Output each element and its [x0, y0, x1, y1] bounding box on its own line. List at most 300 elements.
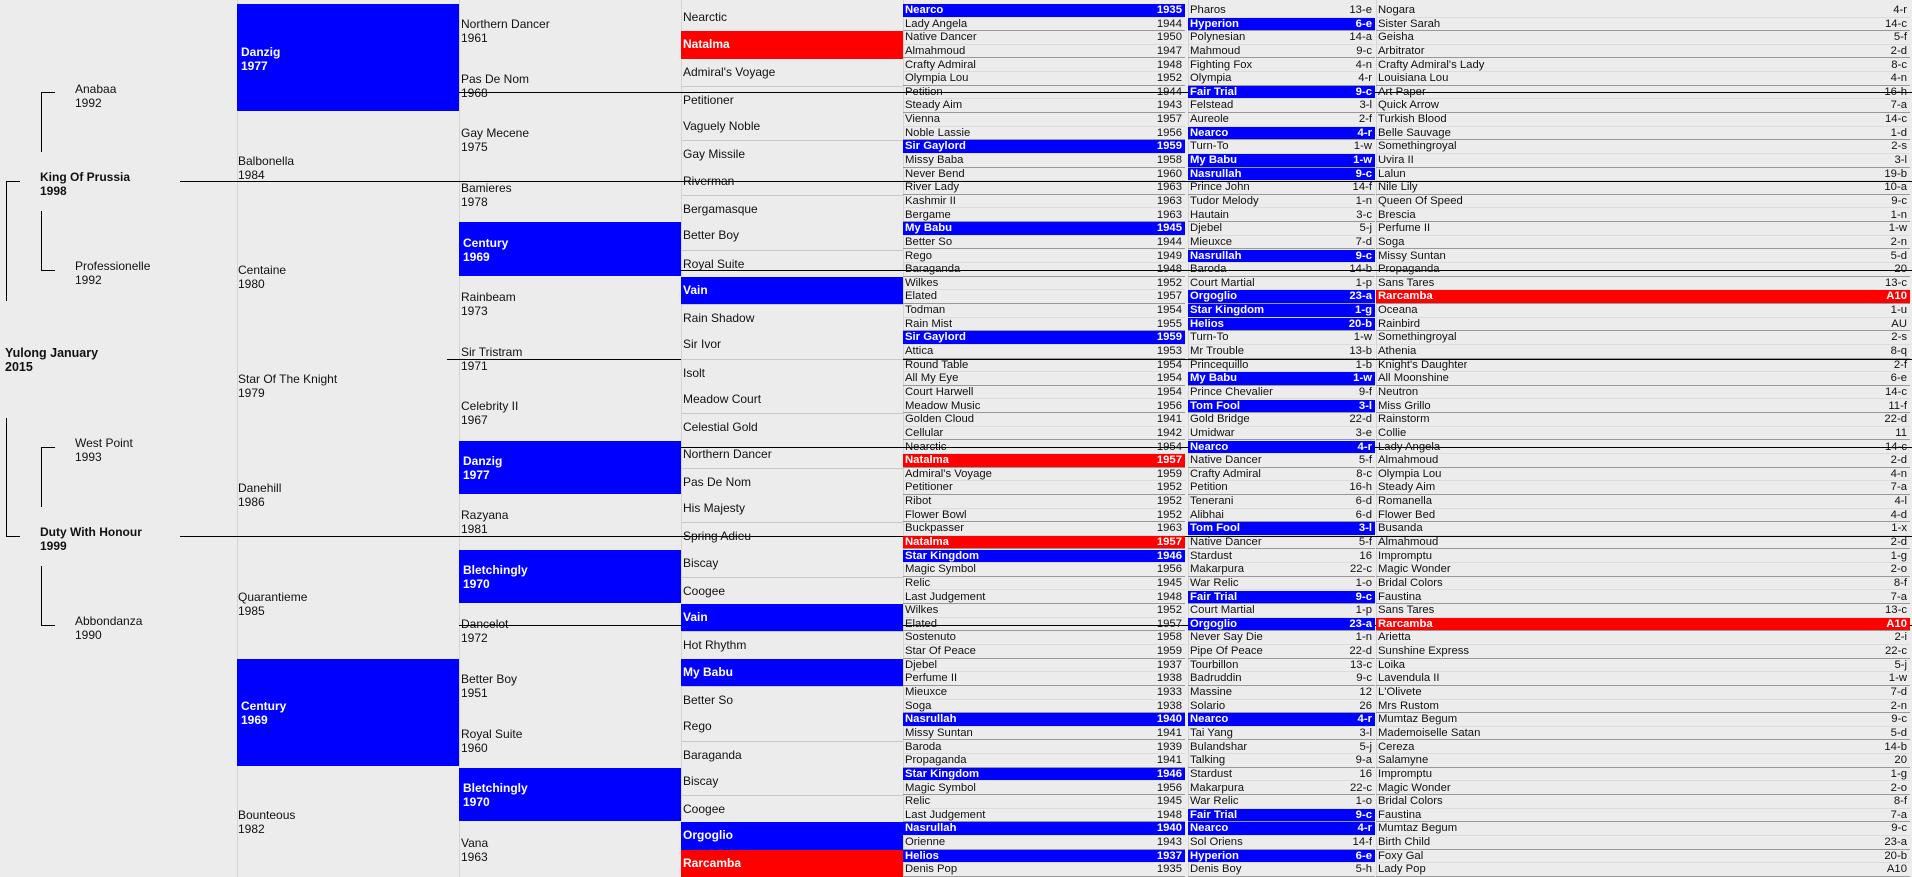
horse-name: Alibhai	[1190, 508, 1224, 521]
horse-year: 1978	[461, 194, 488, 209]
gen6-horse[interactable]	[903, 509, 1185, 523]
horse-value: A10	[1886, 290, 1907, 303]
gen8-horse[interactable]	[1376, 127, 1910, 141]
gen8-horse[interactable]	[1376, 795, 1910, 809]
highlighted-horse[interactable]	[459, 768, 681, 822]
horse-value: 23-a	[1349, 290, 1372, 303]
gen6-horse[interactable]	[903, 154, 1185, 168]
horse-name: Rain Mist	[905, 317, 953, 330]
great-grandparent-horse[interactable]	[238, 590, 307, 618]
gen7-horse[interactable]	[1188, 686, 1375, 700]
horse-name: Yulong January	[5, 346, 99, 360]
gen7-horse[interactable]	[1188, 618, 1375, 632]
gen4-horse[interactable]	[461, 672, 517, 700]
gen8-horse[interactable]	[1376, 318, 1910, 332]
gen6-horse[interactable]	[903, 713, 1185, 727]
gen8-horse[interactable]	[1376, 563, 1910, 577]
gen5-horse[interactable]	[681, 686, 903, 713]
gen6-horse[interactable]	[903, 304, 1185, 318]
gen8-horse[interactable]	[1376, 550, 1910, 564]
gen7-horse[interactable]	[1188, 454, 1375, 468]
gen6-horse[interactable]	[903, 822, 1185, 836]
gen7-horse[interactable]	[1188, 372, 1375, 386]
gen7-horse[interactable]	[1188, 427, 1375, 441]
great-grandparent-horse[interactable]	[238, 263, 286, 291]
gen5-horse[interactable]	[681, 522, 903, 549]
gen6-horse[interactable]	[903, 277, 1185, 291]
gen8-horse[interactable]	[1376, 591, 1910, 605]
gen7-horse[interactable]	[1188, 659, 1375, 673]
gen7-horse[interactable]	[1188, 222, 1375, 236]
gen7-horse[interactable]	[1188, 795, 1375, 809]
horse-name: Gay Mecene	[461, 126, 530, 141]
gen5-horse[interactable]	[681, 713, 903, 740]
grandparent-horse[interactable]	[75, 614, 142, 642]
horse-name: Tenerani	[1190, 495, 1234, 508]
gen6-horse[interactable]	[903, 795, 1185, 809]
gen6-horse[interactable]	[903, 45, 1185, 59]
gen5-horse[interactable]	[681, 768, 903, 795]
horse-name: Meadow Music	[905, 399, 981, 412]
gen8-horse[interactable]	[1376, 168, 1910, 182]
gen7-horse[interactable]	[1188, 522, 1375, 536]
gen7-horse[interactable]	[1188, 290, 1375, 304]
gen8-horse[interactable]	[1376, 618, 1910, 632]
gen8-horse[interactable]	[1376, 181, 1910, 195]
gen8-horse[interactable]	[1376, 99, 1910, 113]
gen7-horse[interactable]	[1188, 741, 1375, 755]
gen8-horse[interactable]	[1376, 468, 1910, 482]
gen8-horse[interactable]	[1376, 18, 1910, 32]
gen7-horse[interactable]	[1188, 413, 1375, 427]
gen8-horse[interactable]	[1376, 72, 1910, 86]
gen7-horse[interactable]	[1188, 195, 1375, 209]
gen4-horse[interactable]	[461, 17, 550, 45]
gen7-horse[interactable]	[1188, 31, 1375, 45]
gen6-horse[interactable]	[903, 441, 1185, 455]
gen6-horse[interactable]	[903, 318, 1185, 332]
gen6-horse[interactable]	[903, 386, 1185, 400]
gen7-horse[interactable]	[1188, 836, 1375, 850]
great-grandparent-horse[interactable]	[238, 481, 281, 509]
horse-name: Rarcamba	[1378, 617, 1433, 630]
gen7-horse[interactable]	[1188, 754, 1375, 768]
gen6-horse[interactable]	[903, 113, 1185, 127]
horse-name: Star Kingdom	[905, 549, 980, 562]
gen8-horse[interactable]	[1376, 686, 1910, 700]
gen7-horse[interactable]	[1188, 99, 1375, 113]
horse-value: 1963	[1156, 522, 1182, 535]
gen4-horse[interactable]	[461, 836, 488, 864]
gen8-horse[interactable]	[1376, 754, 1910, 768]
gen8-horse[interactable]	[1376, 413, 1910, 427]
horse-value: 12	[1359, 686, 1372, 699]
gen6-horse[interactable]	[903, 700, 1185, 714]
horse-value: 1-w	[1353, 372, 1372, 385]
gen6-horse[interactable]	[903, 645, 1185, 659]
gen7-horse[interactable]	[1188, 72, 1375, 86]
gen7-horse[interactable]	[1188, 509, 1375, 523]
gen7-horse[interactable]	[1188, 345, 1375, 359]
gen8-horse[interactable]	[1376, 277, 1910, 291]
gen6-horse[interactable]	[903, 863, 1185, 877]
gen5-horse[interactable]	[681, 386, 903, 413]
gen7-horse[interactable]	[1188, 782, 1375, 796]
horse-name: Djebel	[1190, 222, 1223, 235]
horse-value: 22-d	[1349, 645, 1372, 658]
grandparent-horse[interactable]	[75, 82, 116, 110]
gen7-horse[interactable]	[1188, 768, 1375, 782]
gen6-horse[interactable]	[903, 290, 1185, 304]
gen7-horse[interactable]	[1188, 168, 1375, 182]
gen6-horse[interactable]	[903, 468, 1185, 482]
gen7-horse[interactable]	[1188, 400, 1375, 414]
gen8-horse[interactable]	[1376, 577, 1910, 591]
gen7-horse[interactable]	[1188, 631, 1375, 645]
gen6-horse[interactable]	[903, 250, 1185, 264]
gen8-horse[interactable]	[1376, 822, 1910, 836]
gen8-horse[interactable]	[1376, 495, 1910, 509]
gen5-horse[interactable]	[681, 741, 903, 768]
gen5-horse[interactable]	[681, 604, 903, 631]
gen7-horse[interactable]	[1188, 850, 1375, 864]
gen6-horse[interactable]	[903, 672, 1185, 686]
horse-name: Athenia	[1378, 345, 1417, 358]
gen6-horse[interactable]	[903, 59, 1185, 73]
gen7-horse[interactable]	[1188, 550, 1375, 564]
gen5-horse[interactable]	[681, 113, 903, 140]
gen8-horse[interactable]	[1376, 427, 1910, 441]
gen8-horse[interactable]	[1376, 31, 1910, 45]
gen7-horse[interactable]	[1188, 700, 1375, 714]
gen6-horse[interactable]	[903, 99, 1185, 113]
gen8-horse[interactable]	[1376, 631, 1910, 645]
gen6-horse[interactable]	[903, 850, 1185, 864]
gen6-horse[interactable]	[903, 31, 1185, 45]
gen8-horse[interactable]	[1376, 659, 1910, 673]
horse-name: His Majesty	[683, 501, 746, 516]
gen4-horse[interactable]	[461, 126, 529, 154]
horse-value: 1-g	[1890, 549, 1907, 562]
gen7-horse[interactable]	[1188, 645, 1375, 659]
gen6-horse[interactable]	[903, 768, 1185, 782]
horse-name: Romanella	[1378, 495, 1433, 508]
gen7-horse[interactable]	[1188, 181, 1375, 195]
gen6-horse[interactable]	[903, 372, 1185, 386]
horse-name: Cereza	[1378, 740, 1415, 753]
horse-name: Bridal Colors	[1378, 795, 1443, 808]
gen7-horse[interactable]	[1188, 604, 1375, 618]
gen7-horse[interactable]	[1188, 331, 1375, 345]
gen7-horse[interactable]	[1188, 563, 1375, 577]
horse-value: 8-f	[1893, 576, 1907, 589]
gen7-horse[interactable]	[1188, 4, 1375, 18]
gen8-horse[interactable]	[1376, 700, 1910, 714]
gen7-horse[interactable]	[1188, 59, 1375, 73]
gen7-horse[interactable]	[1188, 441, 1375, 455]
gen4-horse[interactable]	[461, 345, 522, 373]
gen5-horse[interactable]	[681, 631, 903, 658]
gen6-horse[interactable]	[903, 836, 1185, 850]
gen8-horse[interactable]	[1376, 154, 1910, 168]
gen8-horse[interactable]	[1376, 863, 1910, 877]
gen5-horse[interactable]	[681, 550, 903, 577]
gen8-horse[interactable]	[1376, 304, 1910, 318]
gen6-horse[interactable]	[903, 18, 1185, 32]
gen6-horse[interactable]	[903, 345, 1185, 359]
gen6-horse[interactable]	[903, 741, 1185, 755]
gen6-horse[interactable]	[903, 72, 1185, 86]
gen8-horse[interactable]	[1376, 645, 1910, 659]
horse-name: Hot Rhythm	[683, 638, 747, 653]
gen6-horse[interactable]	[903, 563, 1185, 577]
gen6-horse[interactable]	[903, 631, 1185, 645]
gen6-horse[interactable]	[903, 195, 1185, 209]
horse-name: Faustina	[1378, 590, 1422, 603]
gen6-horse[interactable]	[903, 754, 1185, 768]
gen5-horse[interactable]	[681, 4, 903, 31]
gen5-horse[interactable]	[681, 31, 903, 58]
highlighted-horse[interactable]	[459, 550, 681, 604]
gen8-horse[interactable]	[1376, 768, 1910, 782]
gen8-horse[interactable]	[1376, 113, 1910, 127]
horse-name: Gold Bridge	[1190, 413, 1250, 426]
gen7-horse[interactable]	[1188, 468, 1375, 482]
gen7-horse[interactable]	[1188, 140, 1375, 154]
gen8-horse[interactable]	[1376, 809, 1910, 823]
horse-name: Baroda	[905, 740, 942, 753]
gen4-horse[interactable]	[461, 290, 516, 318]
gen8-horse[interactable]	[1376, 522, 1910, 536]
gen4-horse[interactable]	[461, 727, 522, 755]
gen8-horse[interactable]	[1376, 386, 1910, 400]
horse-name: Almahmoud	[905, 44, 966, 57]
gen5-horse[interactable]	[681, 495, 903, 522]
gen7-horse[interactable]	[1188, 577, 1375, 591]
great-grandparent-horse[interactable]	[238, 372, 337, 400]
gen6-horse[interactable]	[903, 659, 1185, 673]
gen5-horse[interactable]	[681, 822, 903, 849]
gen8-horse[interactable]	[1376, 741, 1910, 755]
gen5-horse[interactable]	[681, 59, 903, 86]
highlighted-horse[interactable]	[237, 659, 459, 766]
great-grandparent-horse[interactable]	[238, 154, 294, 182]
gen8-horse[interactable]	[1376, 236, 1910, 250]
gen8-horse[interactable]	[1376, 782, 1910, 796]
gen5-horse[interactable]	[681, 795, 903, 822]
gen7-horse[interactable]	[1188, 809, 1375, 823]
horse-name: Uvira II	[1378, 154, 1414, 167]
gen6-horse[interactable]	[903, 577, 1185, 591]
gen8-horse[interactable]	[1376, 290, 1910, 304]
gen6-horse[interactable]	[903, 591, 1185, 605]
gen6-horse[interactable]	[903, 331, 1185, 345]
grandparent-horse[interactable]	[75, 436, 133, 464]
horse-name: Wilkes	[905, 604, 939, 617]
horse-name: Fair Trial	[1190, 808, 1238, 821]
gen6-horse[interactable]	[903, 168, 1185, 182]
highlighted-horse[interactable]	[237, 4, 459, 111]
gen4-horse[interactable]	[461, 72, 529, 100]
gen5-horse[interactable]	[681, 468, 903, 495]
gen8-horse[interactable]	[1376, 250, 1910, 264]
horse-name: My Babu	[1190, 154, 1238, 167]
gen6-horse[interactable]	[903, 604, 1185, 618]
horse-value: 13-c	[1885, 604, 1907, 617]
grandparent-horse[interactable]	[75, 259, 150, 287]
horse-name: Gay Missile	[683, 147, 746, 162]
gen7-horse[interactable]	[1188, 863, 1375, 877]
gen8-horse[interactable]	[1376, 359, 1910, 373]
gen5-horse[interactable]	[681, 441, 903, 468]
gen6-horse[interactable]	[903, 209, 1185, 223]
gen7-horse[interactable]	[1188, 263, 1375, 277]
gen6-horse[interactable]	[903, 522, 1185, 536]
gen8-horse[interactable]	[1376, 400, 1910, 414]
gen6-horse[interactable]	[903, 236, 1185, 250]
horse-value: 9-c	[1355, 249, 1372, 262]
gen5-horse[interactable]	[681, 577, 903, 604]
horse-name: Almahmoud	[1378, 454, 1439, 467]
gen7-horse[interactable]	[1188, 386, 1375, 400]
gen8-horse[interactable]	[1376, 4, 1910, 18]
gen5-horse[interactable]	[681, 250, 903, 277]
gen4-horse[interactable]	[461, 399, 518, 427]
gen5-horse[interactable]	[681, 140, 903, 167]
gen7-horse[interactable]	[1188, 18, 1375, 32]
gen8-horse[interactable]	[1376, 536, 1910, 550]
gen7-horse[interactable]	[1188, 672, 1375, 686]
gen4-horse[interactable]	[461, 617, 508, 645]
gen5-horse[interactable]	[681, 331, 903, 358]
gen6-horse[interactable]	[903, 86, 1185, 100]
gen6-horse[interactable]	[903, 427, 1185, 441]
gen8-horse[interactable]	[1376, 713, 1910, 727]
gen7-horse[interactable]	[1188, 318, 1375, 332]
gen7-horse[interactable]	[1188, 359, 1375, 373]
gen8-horse[interactable]	[1376, 672, 1910, 686]
gen7-horse[interactable]	[1188, 481, 1375, 495]
gen6-horse[interactable]	[903, 550, 1185, 564]
horse-name: Loika	[1378, 658, 1406, 671]
gen8-horse[interactable]	[1376, 441, 1910, 455]
gen6-horse[interactable]	[903, 263, 1185, 277]
gen6-horse[interactable]	[903, 809, 1185, 823]
gen7-horse[interactable]	[1188, 45, 1375, 59]
gen5-horse[interactable]	[681, 86, 903, 113]
gen6-horse[interactable]	[903, 454, 1185, 468]
gen7-horse[interactable]	[1188, 727, 1375, 741]
gen6-horse[interactable]	[903, 413, 1185, 427]
gen8-horse[interactable]	[1376, 454, 1910, 468]
gen6-horse[interactable]	[903, 400, 1185, 414]
highlighted-horse[interactable]	[459, 222, 681, 276]
gen8-horse[interactable]	[1376, 59, 1910, 73]
subject-horse[interactable]	[5, 346, 98, 374]
gen6-horse[interactable]	[903, 222, 1185, 236]
parent-horse[interactable]	[40, 170, 130, 198]
gen5-horse[interactable]	[681, 659, 903, 686]
gen6-horse[interactable]	[903, 618, 1185, 632]
gen8-horse[interactable]	[1376, 345, 1910, 359]
gen4-horse[interactable]	[461, 508, 508, 536]
gen8-horse[interactable]	[1376, 263, 1910, 277]
gen7-horse[interactable]	[1188, 591, 1375, 605]
gen6-horse[interactable]	[903, 181, 1185, 195]
gen7-horse[interactable]	[1188, 236, 1375, 250]
highlighted-horse[interactable]	[459, 441, 681, 495]
gen6-horse[interactable]	[903, 686, 1185, 700]
gen8-horse[interactable]	[1376, 222, 1910, 236]
gen8-horse[interactable]	[1376, 836, 1910, 850]
horse-value: 9-c	[1356, 44, 1372, 57]
gen7-horse[interactable]	[1188, 127, 1375, 141]
gen5-horse[interactable]	[681, 195, 903, 222]
gen8-horse[interactable]	[1376, 509, 1910, 523]
gen8-horse[interactable]	[1376, 727, 1910, 741]
gen7-horse[interactable]	[1188, 277, 1375, 291]
gen6-horse[interactable]	[903, 359, 1185, 373]
gen6-horse[interactable]	[903, 536, 1185, 550]
gen8-horse[interactable]	[1376, 209, 1910, 223]
gen8-horse[interactable]	[1376, 372, 1910, 386]
gen8-horse[interactable]	[1376, 850, 1910, 864]
gen4-horse[interactable]	[461, 181, 512, 209]
gen6-horse[interactable]	[903, 727, 1185, 741]
gen8-horse[interactable]	[1376, 45, 1910, 59]
gen6-horse[interactable]	[903, 4, 1185, 18]
gen5-horse[interactable]	[681, 359, 903, 386]
horse-name: Rego	[905, 249, 933, 262]
great-grandparent-horse[interactable]	[238, 808, 295, 836]
gen8-horse[interactable]	[1376, 86, 1910, 100]
gen7-horse[interactable]	[1188, 713, 1375, 727]
horse-year: 1986	[238, 495, 265, 510]
gen7-horse[interactable]	[1188, 154, 1375, 168]
gen8-horse[interactable]	[1376, 604, 1910, 618]
gen7-horse[interactable]	[1188, 536, 1375, 550]
gen7-horse[interactable]	[1188, 113, 1375, 127]
gen8-horse[interactable]	[1376, 140, 1910, 154]
gen5-horse[interactable]	[681, 304, 903, 331]
gen5-horse[interactable]	[681, 413, 903, 440]
gen7-horse[interactable]	[1188, 304, 1375, 318]
gen5-horse[interactable]	[681, 168, 903, 195]
parent-horse[interactable]	[40, 525, 142, 553]
gen5-horse[interactable]	[681, 222, 903, 249]
gen6-horse[interactable]	[903, 495, 1185, 509]
horse-value: 1944	[1156, 85, 1182, 98]
gen8-horse[interactable]	[1376, 481, 1910, 495]
gen8-horse[interactable]	[1376, 195, 1910, 209]
gen6-horse[interactable]	[903, 481, 1185, 495]
gen5-horse[interactable]	[681, 277, 903, 304]
gen6-horse[interactable]	[903, 127, 1185, 141]
gen7-horse[interactable]	[1188, 86, 1375, 100]
horse-name: Neutron	[1378, 385, 1419, 398]
horse-name: Polynesian	[1190, 31, 1246, 44]
gen6-horse[interactable]	[903, 140, 1185, 154]
gen7-horse[interactable]	[1188, 495, 1375, 509]
gen6-horse[interactable]	[903, 782, 1185, 796]
gen5-horse[interactable]	[681, 850, 903, 877]
gen7-horse[interactable]	[1188, 250, 1375, 264]
horse-name: Bounteous	[238, 808, 296, 823]
horse-name: Sol Oriens	[1190, 836, 1243, 849]
gen7-horse[interactable]	[1188, 209, 1375, 223]
gen8-horse[interactable]	[1376, 331, 1910, 345]
gen7-horse[interactable]	[1188, 822, 1375, 836]
